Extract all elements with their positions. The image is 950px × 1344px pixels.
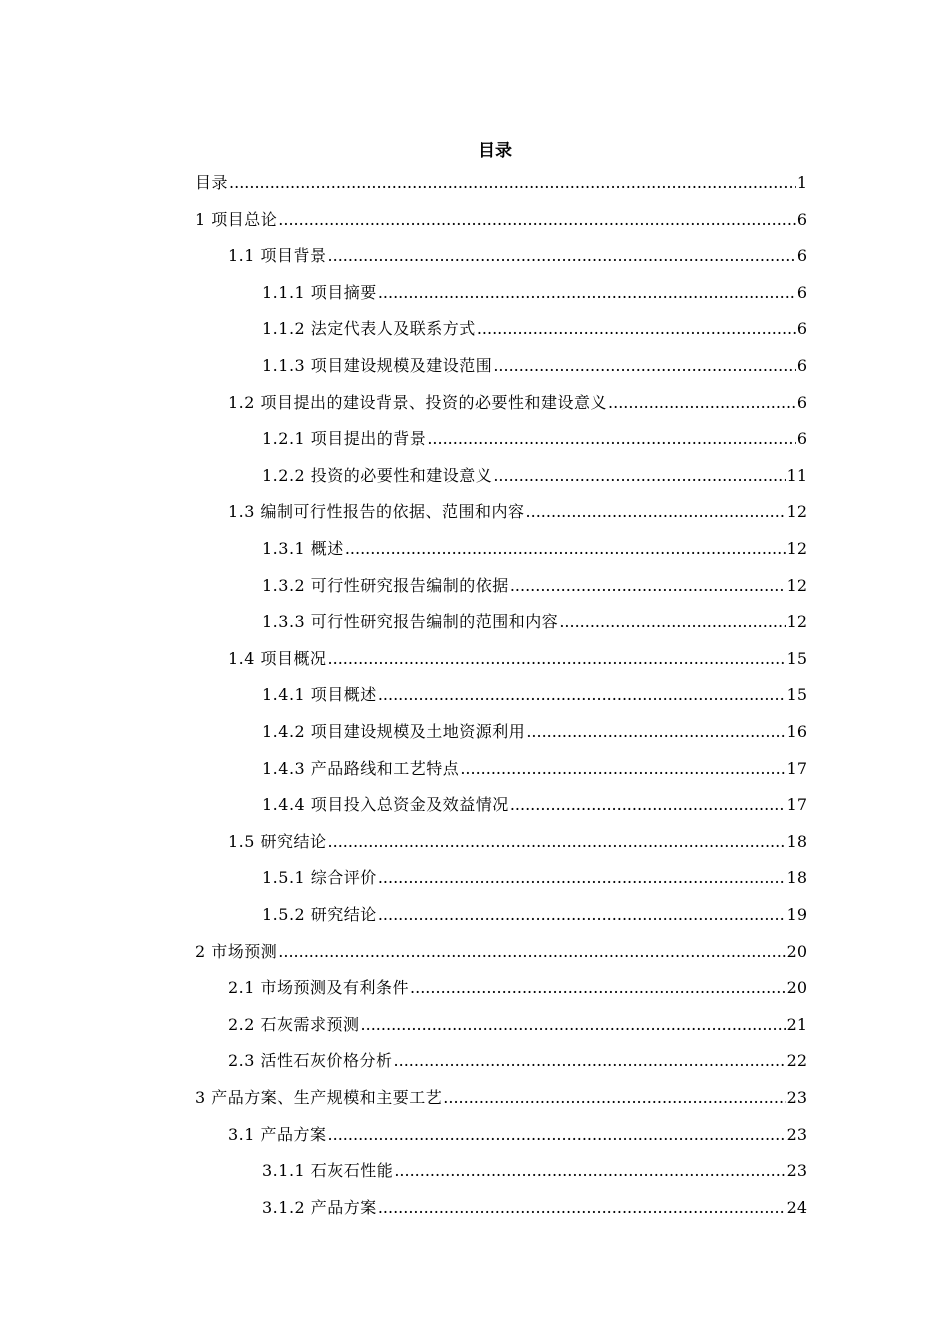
toc-entry-text: 2 市场预测	[195, 941, 278, 961]
toc-dot-leader	[510, 791, 786, 819]
toc-entry-text: 1.4.2 项目建设规模及土地资源利用	[262, 722, 526, 741]
toc-page-number: 24	[786, 1197, 807, 1217]
toc-entry[interactable]	[228, 498, 807, 526]
toc-entry[interactable]	[228, 974, 807, 1002]
toc-entry[interactable]	[262, 425, 807, 453]
toc-entry-text: 1.4 项目概况	[228, 648, 327, 668]
toc-entry-text: 1.4.3 产品路线和工艺特点	[262, 758, 460, 778]
toc-page-number: 6	[796, 319, 807, 339]
toc-entry[interactable]	[195, 206, 807, 234]
toc-dot-leader	[378, 864, 786, 892]
toc-entry-text: 1.2.1 项目提出的背景	[262, 429, 427, 449]
toc-entry[interactable]	[262, 608, 807, 636]
toc-entry-text: 1.1.2 法定代表人及联系方式	[262, 319, 476, 339]
toc-page-number: 17	[786, 795, 807, 815]
toc-entry-text: 2.1 市场预测及有利条件	[228, 978, 410, 998]
toc-entry-text: 1.1 项目背景	[228, 246, 327, 266]
toc-dot-leader	[229, 169, 796, 197]
toc-page-number: 16	[786, 722, 807, 741]
toc-page-number: 6	[796, 282, 807, 302]
toc-dot-leader	[526, 498, 786, 526]
toc-entry-text: 1.3.2 可行性研究报告编制的依据	[262, 575, 509, 595]
toc-dot-leader	[493, 462, 785, 490]
toc-entry-text: 1 项目总论	[195, 209, 278, 229]
toc-entry-text: 1.3.1 概述	[262, 539, 344, 558]
toc-page-number: 6	[796, 429, 807, 449]
toc-entry-text: 1.5.2 研究结论	[262, 905, 377, 924]
toc-page-number: 23	[786, 1161, 807, 1181]
toc-dot-leader	[526, 718, 785, 746]
toc-entry[interactable]	[228, 242, 807, 270]
toc-title: 目录	[478, 141, 512, 161]
toc-page-number: 11	[786, 465, 807, 485]
toc-dot-leader	[378, 681, 786, 709]
toc-entry[interactable]	[228, 1121, 807, 1149]
toc-entry-text: 1.5.1 综合评价	[262, 868, 377, 888]
toc-page-number: 6	[796, 246, 807, 266]
toc-entry[interactable]	[195, 938, 807, 966]
toc-page-number: 12	[786, 575, 807, 595]
toc-entry-text: 1.2 项目提出的建设背景、投资的必要性和建设意义	[228, 392, 608, 412]
toc-entry-text: 1.4.1 项目概述	[262, 685, 377, 705]
toc-page-number: 17	[786, 758, 807, 778]
toc-entry-text: 1.4.4 项目投入总资金及效益情况	[262, 795, 509, 815]
toc-page-number: 15	[786, 685, 807, 705]
toc-dot-leader	[510, 572, 786, 600]
toc-dot-leader	[394, 1047, 786, 1075]
toc-entry[interactable]	[262, 901, 807, 929]
toc-entry[interactable]	[228, 1047, 807, 1075]
toc-entry[interactable]	[262, 279, 807, 307]
toc-dot-leader	[394, 1157, 785, 1185]
toc-dot-leader	[328, 1121, 786, 1149]
toc-page-number: 18	[786, 868, 807, 888]
toc-entry-text: 2.3 活性石灰价格分析	[228, 1051, 393, 1071]
toc-entry[interactable]	[262, 315, 807, 343]
toc-entry-text: 3 产品方案、生产规模和主要工艺	[195, 1088, 443, 1107]
toc-dot-leader	[278, 206, 796, 234]
toc-page-number: 21	[786, 1014, 807, 1034]
toc-page-number: 15	[786, 648, 807, 668]
toc-entry[interactable]	[262, 718, 807, 746]
toc-entry-text: 1.5 研究结论	[228, 831, 327, 851]
toc-dot-leader	[410, 974, 786, 1002]
toc-entry-text: 3.1.2 产品方案	[262, 1197, 377, 1217]
toc-dot-leader	[608, 389, 796, 417]
toc-page-number: 23	[786, 1088, 807, 1107]
toc-page-number: 6	[796, 392, 807, 412]
toc-entry[interactable]	[262, 864, 807, 892]
toc-entry[interactable]	[228, 828, 807, 856]
toc-entry[interactable]	[262, 791, 807, 819]
toc-dot-leader	[443, 1084, 785, 1112]
toc-entry[interactable]	[228, 1011, 807, 1039]
toc-entry[interactable]	[262, 462, 807, 490]
toc-entry[interactable]	[195, 1084, 807, 1112]
toc-dot-leader	[345, 535, 786, 563]
toc-dot-leader	[559, 608, 785, 636]
toc-dot-leader	[378, 1194, 786, 1222]
toc-entry[interactable]	[262, 755, 807, 783]
toc-entry[interactable]	[228, 645, 807, 673]
toc-dot-leader	[278, 938, 785, 966]
toc-dot-leader	[378, 901, 786, 929]
toc-entry-text: 2.2 石灰需求预测	[228, 1014, 360, 1034]
toc-entry-text: 1.3 编制可行性报告的依据、范围和内容	[228, 502, 525, 522]
toc-page-number: 6	[796, 209, 807, 229]
toc-entry-text: 1.3.3 可行性研究报告编制的范围和内容	[262, 612, 559, 632]
toc-dot-leader	[477, 315, 796, 343]
toc-dot-leader	[328, 242, 796, 270]
toc-page-number: 20	[786, 941, 807, 961]
toc-entry[interactable]	[228, 389, 807, 417]
toc-page-number: 19	[786, 905, 807, 924]
toc-page-number: 22	[786, 1051, 807, 1071]
toc-dot-leader	[328, 645, 786, 673]
toc-dot-leader	[361, 1011, 786, 1039]
toc-page-number: 6	[796, 356, 807, 375]
toc-entry[interactable]	[195, 169, 807, 197]
toc-entry-text: 3.1 产品方案	[228, 1124, 327, 1144]
toc-dot-leader	[493, 352, 796, 380]
toc-dot-leader	[427, 425, 796, 453]
toc-page-number: 23	[786, 1124, 807, 1144]
toc-entry[interactable]	[262, 1194, 807, 1222]
toc-page-number: 12	[786, 502, 807, 522]
toc-dot-leader	[328, 828, 786, 856]
toc-entry-text: 3.1.1 石灰石性能	[262, 1161, 394, 1181]
toc-dot-leader	[378, 279, 796, 307]
toc-entry-text: 1.2.2 投资的必要性和建设意义	[262, 465, 493, 485]
toc-page-number: 20	[786, 978, 807, 998]
toc-entry[interactable]	[262, 681, 807, 709]
toc-entry[interactable]	[262, 572, 807, 600]
toc-entry-text: 1.1.1 项目摘要	[262, 282, 377, 302]
toc-page-number: 12	[786, 612, 807, 632]
toc-page-number: 12	[786, 539, 807, 558]
toc-entry-text: 1.1.3 项目建设规模及建设范围	[262, 356, 493, 375]
toc-dot-leader	[460, 755, 785, 783]
toc-entry[interactable]	[262, 352, 807, 380]
toc-page-number: 18	[786, 831, 807, 851]
toc-entry[interactable]	[262, 1157, 807, 1185]
toc-page-number: 1	[796, 173, 807, 192]
toc-entry[interactable]	[262, 535, 807, 563]
toc-entry-text: 目录	[195, 173, 229, 192]
